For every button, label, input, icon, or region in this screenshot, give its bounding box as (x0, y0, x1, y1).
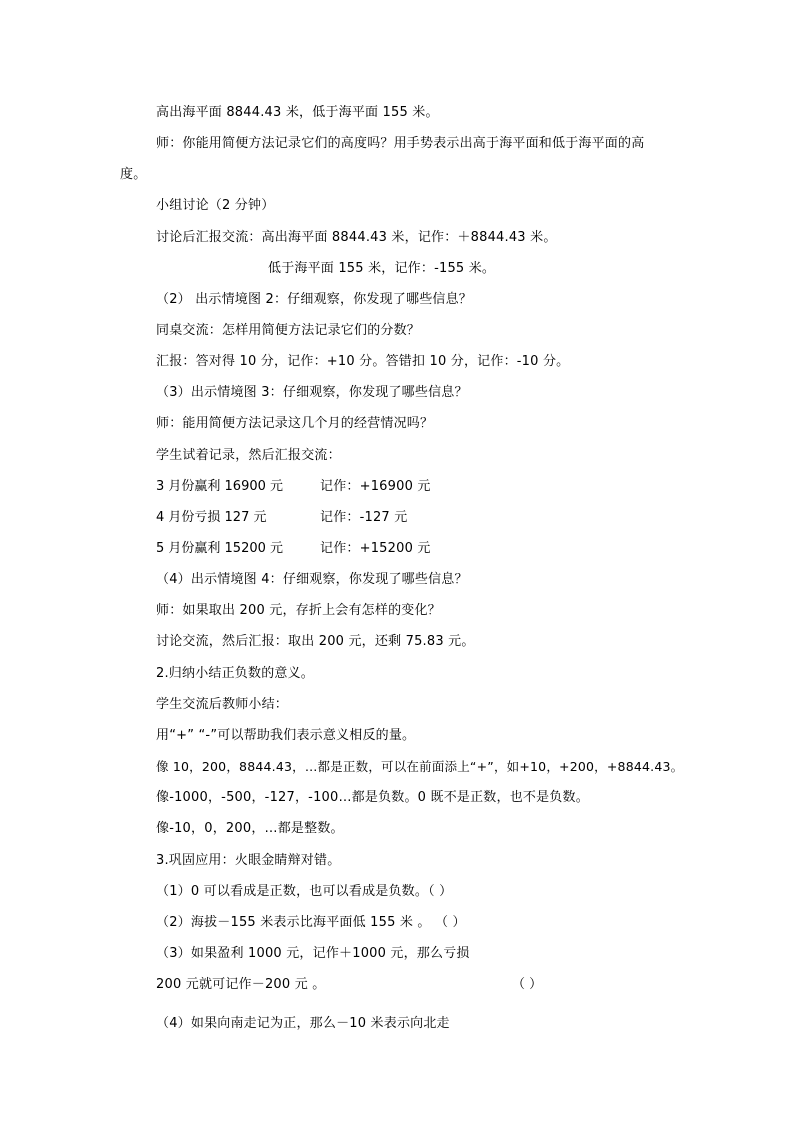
record-note: 记作：+16900 元 (320, 479, 431, 494)
text-line: 学生交流后教师小结： (156, 697, 289, 712)
text-line: （2） 出示情境图 2：仔细观察，你发现了哪些信息？ (156, 292, 473, 307)
text-line: 学生试着记录，然后汇报交流： (156, 448, 341, 463)
text-line: 师：如果取出 200 元，存折上会有怎样的变化？ (156, 603, 441, 618)
record-month: 3 月份赢利 16900 元 (156, 479, 284, 494)
text-line: 低于海平面 155 米，记作：-155 米。 (268, 261, 496, 276)
record-row (156, 509, 266, 527)
exercise-item: （3）如果盈利 1000 元，记作＋1000 元，那么亏损 (156, 946, 470, 961)
text-line: 师：能用简便方法记录这几个月的经营情况吗？ (156, 416, 434, 431)
exercise-item: （1）0 可以看成是正数，也可以看成是负数。（ ） (156, 884, 453, 899)
section-heading: 2.归纳小结正负数的意义。 (156, 666, 315, 681)
section-heading: 3.巩固应用：火眼金睛辩对错。 (156, 853, 341, 868)
record-month: 4 月份亏损 127 元 (156, 510, 267, 525)
exercise-item: （4）如果向南走记为正，那么－10 米表示向北走 (156, 1016, 450, 1031)
record-note: 记作：+15200 元 (320, 541, 431, 556)
text-line: （4）出示情境图 4：仔细观察，你发现了哪些信息？ (156, 572, 468, 587)
text-line: 度。 (120, 167, 147, 182)
record-row (156, 478, 283, 496)
text-line: 像 10，200，8844.43，…都是正数，可以在前面添上“+”，如+10，+200，+8844.43。 (156, 759, 684, 774)
exercise-item: 200 元就可记作－200 元 。 (156, 977, 326, 992)
exercise-item: （2）海拔－155 米表示比海平面低 155 米 。 （ ） (156, 915, 466, 930)
text-line: 高出海平面 8844.43 米，低于海平面 155 米。 (156, 105, 439, 120)
answer-bracket: （ ） (512, 977, 543, 992)
text-line: 小组讨论（2 分钟） (156, 198, 275, 213)
text-line: 讨论交流，然后汇报：取出 200 元，还剩 75.83 元。 (156, 634, 475, 649)
text-line: 汇报：答对得 10 分，记作：+10 分。答错扣 10 分，记作：-10 分。 (156, 354, 570, 369)
text-line: 用“+” “-”可以帮助我们表示意义相反的量。 (156, 728, 416, 743)
record-note: 记作：-127 元 (320, 510, 408, 525)
text-line: 像-10，0，200，…都是整数。 (156, 821, 344, 836)
text-line: 同桌交流：怎样用简便方法记录它们的分数？ (156, 323, 421, 338)
text-line: 像-1000，-500，-127，-100…都是负数。0 既不是正数，也不是负数。 (156, 790, 589, 805)
record-row (156, 540, 283, 558)
text-line: 师：你能用简便方法记录它们的高度吗？用手势表示出高于海平面和低于海平面的高 (156, 136, 645, 151)
text-line: （3）出示情境图 3：仔细观察，你发现了哪些信息？ (156, 385, 468, 400)
text-line: 讨论后汇报交流：高出海平面 8844.43 米，记作：＋8844.43 米。 (156, 230, 557, 245)
record-month: 5 月份赢利 15200 元 (156, 541, 284, 556)
